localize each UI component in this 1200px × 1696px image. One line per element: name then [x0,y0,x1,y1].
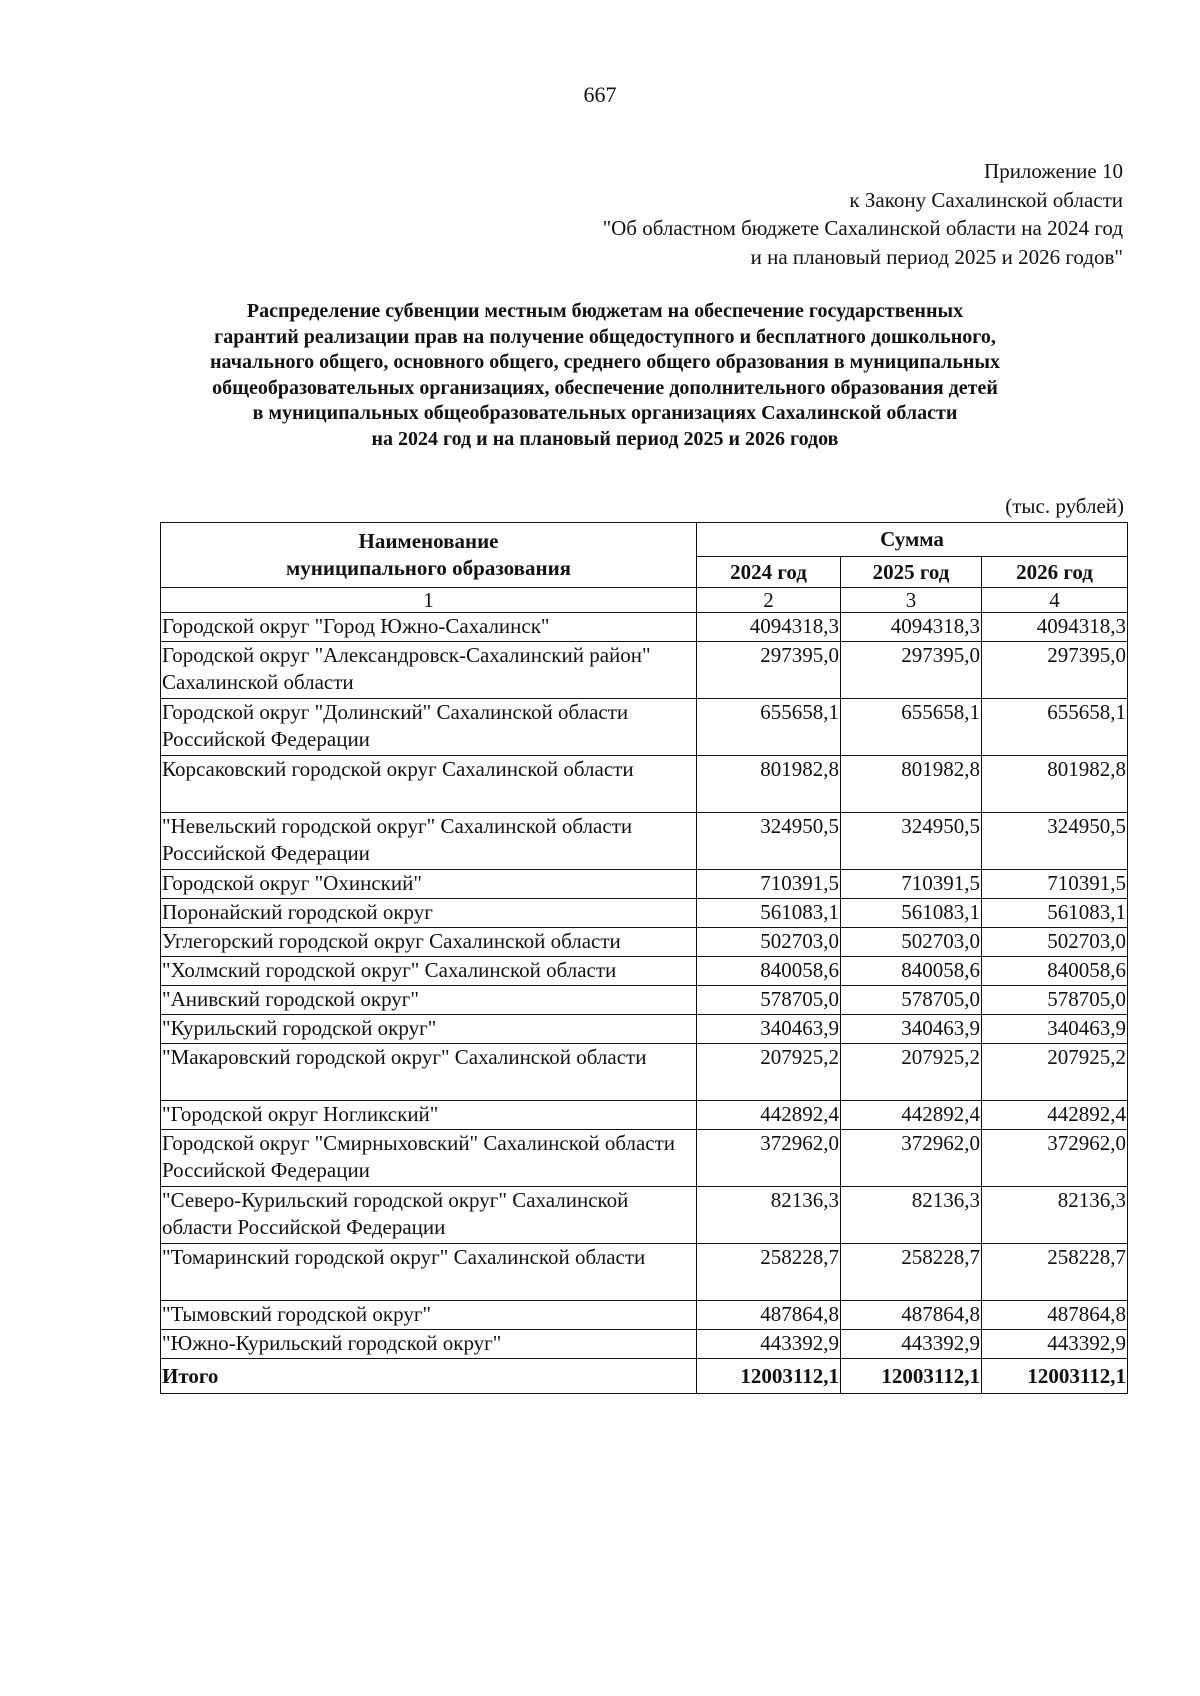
amount-2025: 710391,5 [841,870,982,899]
amount-2026: 502703,0 [982,928,1128,957]
total-row [161,1359,1128,1394]
table-row [161,613,1128,642]
amount-2026: 82136,3 [982,1187,1128,1244]
title-line: Распределение субвенции местным бюджетам на обеспечение государственных [246,300,964,322]
amount-2026: 801982,8 [982,756,1128,813]
amount-2025: 4094318,3 [841,613,982,642]
municipality-name: "Макаровский городской округ" Сахалинской области [161,1044,697,1101]
title-line: в муниципальных общеобразовательных организациях Сахалинской области [252,402,958,424]
units-label: (тыс. рублей) [1005,494,1124,518]
municipality-name: Углегорский городской округ Сахалинской области [161,928,697,957]
amount-2025: 297395,0 [841,642,982,699]
municipality-name: "Городской округ Ногликский" [161,1101,697,1130]
amount-2024: 710391,5 [697,870,841,899]
table-row [161,1244,1128,1301]
table-row [161,642,1128,699]
table-row [161,870,1128,899]
total-2025: 12003112,1 [841,1359,982,1394]
amount-2026: 655658,1 [982,699,1128,756]
amount-2024: 297395,0 [697,642,841,699]
amount-2025: 442892,4 [841,1101,982,1130]
table-row [161,1044,1128,1101]
header-name-line1: Наименование [358,529,499,553]
amount-2024: 801982,8 [697,756,841,813]
total-2024: 12003112,1 [697,1359,841,1394]
table-row [161,1101,1128,1130]
amount-2024: 487864,8 [697,1301,841,1330]
header-name-line2: муниципального образования [285,556,572,580]
title-line: начального общего, основного общего, среднего общего образования в муниципальных [209,351,1000,373]
amount-2026: 442892,4 [982,1101,1128,1130]
title-line: общеобразовательных организациях, обеспечение дополнительного образования детей [212,376,998,399]
header-municipality [161,523,697,588]
amount-2024: 578705,0 [697,986,841,1015]
amount-2026: 840058,6 [982,957,1128,986]
column-number: 3 [841,588,982,613]
table-row [161,756,1128,813]
amount-2025: 443392,9 [841,1330,982,1359]
table-row [161,699,1128,756]
table-row [161,986,1128,1015]
amount-2026: 258228,7 [982,1244,1128,1301]
title-line: на 2024 год и на плановый период 2025 и 2026 годов [371,427,839,450]
municipality-name: Городской округ "Смирныховский" Сахалинской области Российской Федерации [161,1130,697,1187]
table-row [161,928,1128,957]
amount-2025: 801982,8 [841,756,982,813]
municipality-name: "Южно-Курильский городской округ" [161,1330,697,1359]
municipality-name: "Северо-Курильский городской округ" Сахалинской области Российской Федерации [161,1187,697,1244]
amount-2026: 297395,0 [982,642,1128,699]
amount-2024: 655658,1 [697,699,841,756]
header-year-2025: 2025 год [841,557,982,588]
table-row [161,813,1128,870]
municipality-name: Городской округ "Александровск-Сахалинский район" Сахалинской области [161,642,697,699]
amount-2026: 710391,5 [982,870,1128,899]
amount-2025: 372962,0 [841,1130,982,1187]
amount-2024: 207925,2 [697,1044,841,1101]
amount-2025: 324950,5 [841,813,982,870]
amount-2026: 340463,9 [982,1015,1128,1044]
municipality-name: "Холмский городской округ" Сахалинской области [161,957,697,986]
amount-2024: 82136,3 [697,1187,841,1244]
column-number: 4 [982,588,1128,613]
total-2026: 12003112,1 [982,1359,1128,1394]
municipality-name: "Курильский городской округ" [161,1015,697,1044]
amount-2024: 502703,0 [697,928,841,957]
amount-2025: 207925,2 [841,1044,982,1101]
appendix-line: Приложение 10 [984,159,1123,183]
table-row [161,957,1128,986]
amount-2024: 840058,6 [697,957,841,986]
amount-2025: 340463,9 [841,1015,982,1044]
amount-2024: 324950,5 [697,813,841,870]
amount-2024: 258228,7 [697,1244,841,1301]
amount-2026: 487864,8 [982,1301,1128,1330]
municipality-name: Городской округ "Охинский" [161,870,697,899]
appendix-line: и на плановый период 2025 и 2026 годов" [750,244,1123,269]
header-year-2024: 2024 год [697,557,841,588]
amount-2024: 443392,9 [697,1330,841,1359]
table-row [161,1130,1128,1187]
amount-2024: 372962,0 [697,1130,841,1187]
municipality-name: "Тымовский городской округ" [161,1301,697,1330]
amount-2025: 258228,7 [841,1244,982,1301]
municipality-name: Корсаковский городской округ Сахалинской области [161,756,697,813]
amount-2025: 502703,0 [841,928,982,957]
document-title [130,299,1080,452]
municipality-name: "Невельский городской округ" Сахалинской области Российской Федерации [161,813,697,870]
municipality-name: Поронайский городской округ [161,899,697,928]
table-row [161,1330,1128,1359]
amount-2024: 4094318,3 [697,613,841,642]
municipality-name: Городской округ "Долинский" Сахалинской области Российской Федерации [161,699,697,756]
municipality-name: Городской округ "Город Южно-Сахалинск" [161,613,697,642]
appendix-line: "Об областном бюджете Сахалинской области на 2024 год [602,216,1123,240]
municipality-name: "Анивский городской округ" [161,986,697,1015]
amount-2026: 4094318,3 [982,613,1128,642]
table-row [161,1015,1128,1044]
amount-2025: 82136,3 [841,1187,982,1244]
table-row [161,899,1128,928]
amount-2025: 578705,0 [841,986,982,1015]
amount-2025: 561083,1 [841,899,982,928]
amount-2026: 578705,0 [982,986,1128,1015]
table-row [161,1187,1128,1244]
table-row [161,1301,1128,1330]
amount-2026: 561083,1 [982,899,1128,928]
subvention-table [160,522,1128,1394]
column-number: 2 [697,588,841,613]
appendix-reference [603,157,1123,271]
amount-2025: 840058,6 [841,957,982,986]
municipality-name: "Томаринский городской округ" Сахалинской области [161,1244,697,1301]
amount-2024: 561083,1 [697,899,841,928]
amount-2026: 324950,5 [982,813,1128,870]
header-year-2026: 2026 год [982,557,1128,588]
total-label: Итого [161,1359,697,1394]
amount-2026: 443392,9 [982,1330,1128,1359]
header-sum: Сумма [697,523,1128,557]
amount-2025: 655658,1 [841,699,982,756]
amount-2025: 487864,8 [841,1301,982,1330]
page-number: 667 [583,82,617,107]
column-number: 1 [161,588,697,613]
amount-2024: 442892,4 [697,1101,841,1130]
amount-2026: 372962,0 [982,1130,1128,1187]
amount-2026: 207925,2 [982,1044,1128,1101]
amount-2024: 340463,9 [697,1015,841,1044]
appendix-line: к Закону Сахалинской области [849,187,1123,212]
title-line: гарантий реализации прав на получение общедоступного и бесплатного дошкольного, [214,325,996,348]
